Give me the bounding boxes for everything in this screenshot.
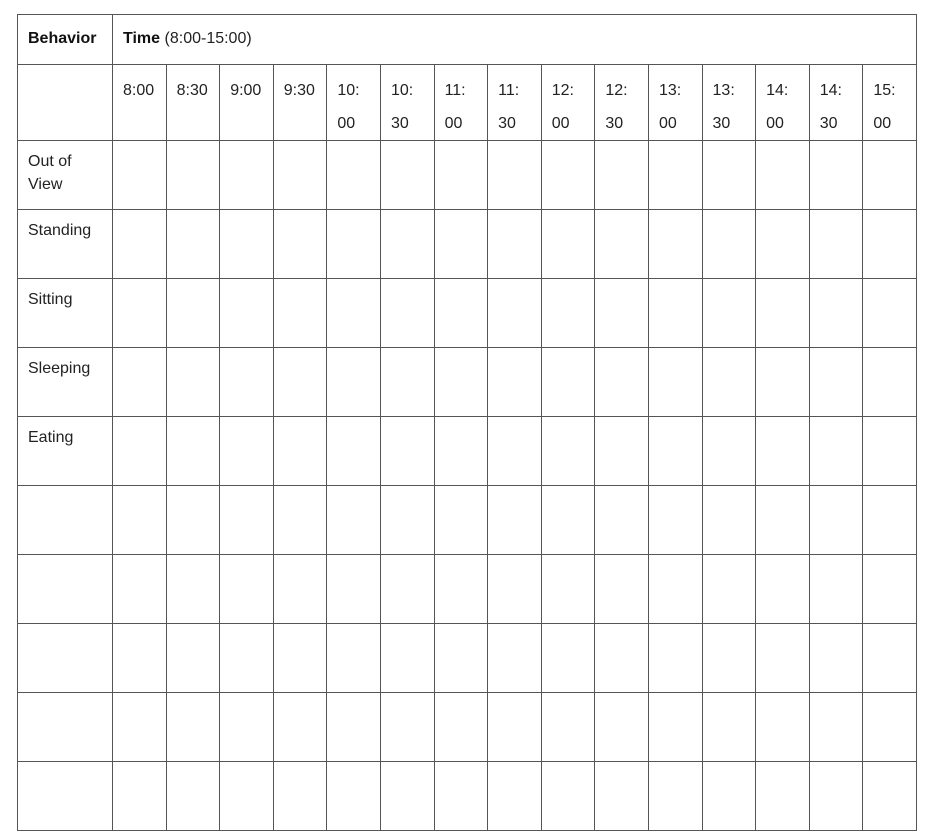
time-slot-cell <box>595 65 649 141</box>
observation-cell[interactable] <box>488 693 542 762</box>
observation-cell[interactable] <box>327 210 381 279</box>
observation-cell[interactable] <box>863 486 917 555</box>
observation-cell[interactable] <box>113 624 167 693</box>
observation-cell[interactable] <box>488 762 542 831</box>
observation-cell[interactable] <box>541 762 595 831</box>
observation-cell[interactable] <box>809 486 863 555</box>
observation-cell[interactable] <box>273 141 327 210</box>
time-slot-label: 30 <box>390 115 409 132</box>
time-slot-label: 00 <box>766 115 784 132</box>
observation-cell[interactable] <box>809 417 863 486</box>
observation-cell[interactable] <box>756 486 810 555</box>
header-row <box>18 15 917 65</box>
behavior-label: Standing <box>28 222 92 239</box>
observation-cell[interactable] <box>756 555 810 624</box>
observation-cell[interactable] <box>809 348 863 417</box>
behavior-label-cell <box>18 141 113 210</box>
time-slot-cell <box>809 65 863 141</box>
behavior-label-cell <box>18 486 113 555</box>
observation-cell[interactable] <box>220 762 274 831</box>
time-slot-label: 00 <box>658 115 677 132</box>
time-slot-label: 13: <box>658 82 682 99</box>
observation-cell[interactable] <box>702 210 756 279</box>
observation-cell[interactable] <box>166 693 220 762</box>
observation-cell[interactable] <box>273 279 327 348</box>
behavior-row <box>18 762 917 831</box>
time-slot-label: 00 <box>551 115 570 132</box>
observation-cell[interactable] <box>273 486 327 555</box>
time-slot-label: 8:30 <box>176 82 208 99</box>
observation-cell[interactable] <box>327 555 381 624</box>
observation-cell[interactable] <box>809 624 863 693</box>
observation-cell[interactable] <box>380 762 434 831</box>
time-slot-cell <box>380 65 434 141</box>
time-slot-cell <box>327 65 381 141</box>
observation-cell[interactable] <box>756 693 810 762</box>
time-header: Time <box>123 30 161 47</box>
observation-cell[interactable] <box>327 624 381 693</box>
time-slot-label: 30 <box>605 115 624 132</box>
observation-cell[interactable] <box>756 210 810 279</box>
observation-cell[interactable] <box>113 141 167 210</box>
behavior-label-cell <box>18 210 113 279</box>
behavior-header-cell <box>18 15 113 65</box>
behavior-label-cell <box>18 279 113 348</box>
time-corner-cell <box>18 65 113 141</box>
behavior-row <box>18 486 917 555</box>
observation-cell[interactable] <box>327 486 381 555</box>
behavior-row <box>18 417 917 486</box>
observation-cell[interactable] <box>166 555 220 624</box>
time-slot-cell <box>488 65 542 141</box>
time-slot-label: 8:00 <box>123 82 155 99</box>
observation-cell[interactable] <box>595 555 649 624</box>
time-range: (8:00-15:00) <box>164 30 252 47</box>
observation-cell[interactable] <box>166 210 220 279</box>
time-slot-label: 11: <box>444 82 466 99</box>
observation-cell[interactable] <box>327 417 381 486</box>
observation-cell[interactable] <box>541 624 595 693</box>
observation-cell[interactable] <box>434 762 488 831</box>
observation-cell[interactable] <box>220 486 274 555</box>
observation-cell[interactable] <box>166 141 220 210</box>
behavior-label: Out of <box>28 153 72 170</box>
observation-cell[interactable] <box>166 417 220 486</box>
observation-cell[interactable] <box>702 348 756 417</box>
time-slot-cell <box>434 65 488 141</box>
observation-cell[interactable] <box>702 279 756 348</box>
observation-cell[interactable] <box>113 417 167 486</box>
behavior-header: Behavior <box>28 30 97 47</box>
behavior-label-cell <box>18 762 113 831</box>
observation-cell[interactable] <box>166 486 220 555</box>
time-slot-label: 30 <box>498 115 516 132</box>
behavior-row <box>18 279 917 348</box>
time-slot-label: 30 <box>712 115 731 132</box>
observation-cell[interactable] <box>434 693 488 762</box>
observation-cell[interactable] <box>434 279 488 348</box>
observation-cell[interactable] <box>809 141 863 210</box>
observation-cell[interactable] <box>434 417 488 486</box>
behavior-label-cell <box>18 555 113 624</box>
observation-cell[interactable] <box>648 762 702 831</box>
observation-cell[interactable] <box>863 762 917 831</box>
observation-cell[interactable] <box>595 141 649 210</box>
observation-cell[interactable] <box>863 693 917 762</box>
observation-cell[interactable] <box>488 279 542 348</box>
observation-cell[interactable] <box>541 141 595 210</box>
observation-cell[interactable] <box>166 762 220 831</box>
observation-cell[interactable] <box>327 693 381 762</box>
observation-cell[interactable] <box>380 141 434 210</box>
observation-cell[interactable] <box>648 279 702 348</box>
observation-cell[interactable] <box>648 210 702 279</box>
behavior-row <box>18 555 917 624</box>
observation-cell[interactable] <box>541 417 595 486</box>
behavior-label-cell <box>18 624 113 693</box>
observation-cell[interactable] <box>327 141 381 210</box>
time-slot-label: 30 <box>819 115 838 132</box>
observation-cell[interactable] <box>434 141 488 210</box>
observation-cell[interactable] <box>434 348 488 417</box>
observation-cell[interactable] <box>273 417 327 486</box>
observation-cell[interactable] <box>488 624 542 693</box>
time-slot-label: 9:30 <box>283 82 315 99</box>
observation-cell[interactable] <box>863 555 917 624</box>
observation-cell[interactable] <box>327 762 381 831</box>
observation-cell[interactable] <box>380 279 434 348</box>
observation-cell[interactable] <box>220 210 274 279</box>
observation-cell[interactable] <box>702 693 756 762</box>
observation-cell[interactable] <box>648 486 702 555</box>
observation-cell[interactable] <box>756 141 810 210</box>
time-slot-label: 14: <box>766 82 789 99</box>
observation-cell[interactable] <box>648 555 702 624</box>
behavior-row <box>18 693 917 762</box>
observation-cell[interactable] <box>488 210 542 279</box>
observation-cell[interactable] <box>863 210 917 279</box>
observation-cell[interactable] <box>595 624 649 693</box>
observation-cell[interactable] <box>434 210 488 279</box>
observation-cell[interactable] <box>595 693 649 762</box>
observation-cell[interactable] <box>273 555 327 624</box>
observation-cell[interactable] <box>273 348 327 417</box>
behavior-label-cell <box>18 348 113 417</box>
time-slot-label: 10: <box>390 82 414 99</box>
observation-cell[interactable] <box>863 417 917 486</box>
behavior-label: View <box>28 176 63 193</box>
behavior-row <box>18 624 917 693</box>
observation-cell[interactable] <box>113 210 167 279</box>
observation-cell[interactable] <box>380 210 434 279</box>
observation-cell[interactable] <box>809 555 863 624</box>
observation-cell[interactable] <box>166 624 220 693</box>
observation-cell[interactable] <box>863 624 917 693</box>
observation-cell[interactable] <box>595 210 649 279</box>
observation-cell[interactable] <box>756 417 810 486</box>
observation-cell[interactable] <box>434 486 488 555</box>
time-slot-cell <box>113 65 167 141</box>
observation-cell[interactable] <box>648 693 702 762</box>
observation-cell[interactable] <box>380 693 434 762</box>
observation-cell[interactable] <box>756 348 810 417</box>
time-slot-label: 15: <box>873 82 896 99</box>
observation-cell[interactable] <box>595 417 649 486</box>
observation-cell[interactable] <box>541 693 595 762</box>
observation-cell[interactable] <box>488 417 542 486</box>
behavior-row <box>18 141 917 210</box>
behavior-label: Sitting <box>28 291 73 308</box>
time-slot-label: 00 <box>444 115 463 132</box>
observation-cell[interactable] <box>809 762 863 831</box>
time-slot-label: 12: <box>551 82 574 99</box>
behavior-label-cell <box>18 693 113 762</box>
observation-cell[interactable] <box>220 624 274 693</box>
time-slot-label: 12: <box>605 82 628 99</box>
behavior-time-table <box>17 14 917 831</box>
time-slot-label: 10: <box>337 82 360 99</box>
observation-cell[interactable] <box>863 279 917 348</box>
observation-cell[interactable] <box>702 555 756 624</box>
time-header-cell <box>113 15 917 65</box>
observation-cell[interactable] <box>113 279 167 348</box>
time-slot-label: 14: <box>819 82 842 99</box>
observation-cell[interactable] <box>113 693 167 762</box>
observation-cell[interactable] <box>541 348 595 417</box>
observation-cell[interactable] <box>541 555 595 624</box>
time-slot-cell <box>541 65 595 141</box>
observation-cell[interactable] <box>273 762 327 831</box>
observation-cell[interactable] <box>327 348 381 417</box>
observation-cell[interactable] <box>809 693 863 762</box>
observation-cell[interactable] <box>702 624 756 693</box>
observation-cell[interactable] <box>166 279 220 348</box>
observation-cell[interactable] <box>434 555 488 624</box>
observation-cell[interactable] <box>488 486 542 555</box>
observation-cell[interactable] <box>220 279 274 348</box>
time-slot-label: 11: <box>498 82 520 99</box>
observation-cell[interactable] <box>702 417 756 486</box>
time-slot-cell <box>166 65 220 141</box>
observation-cell[interactable] <box>220 417 274 486</box>
observation-cell[interactable] <box>113 555 167 624</box>
observation-cell[interactable] <box>541 486 595 555</box>
observation-cell[interactable] <box>273 210 327 279</box>
observation-cell[interactable] <box>863 348 917 417</box>
observation-cell[interactable] <box>273 693 327 762</box>
observation-cell[interactable] <box>863 141 917 210</box>
behavior-row <box>18 210 917 279</box>
observation-cell[interactable] <box>380 624 434 693</box>
observation-cell[interactable] <box>220 555 274 624</box>
observation-cell[interactable] <box>702 762 756 831</box>
observation-cell[interactable] <box>488 141 542 210</box>
observation-cell[interactable] <box>273 624 327 693</box>
observation-cell[interactable] <box>541 210 595 279</box>
observation-cell[interactable] <box>595 348 649 417</box>
observation-cell[interactable] <box>595 486 649 555</box>
observation-cell[interactable] <box>756 762 810 831</box>
time-slot-cell <box>863 65 917 141</box>
observation-cell[interactable] <box>702 141 756 210</box>
time-slot-cell <box>648 65 702 141</box>
observation-cell[interactable] <box>648 348 702 417</box>
observation-cell[interactable] <box>113 486 167 555</box>
time-slot-cell <box>273 65 327 141</box>
observation-cell[interactable] <box>541 279 595 348</box>
observation-cell[interactable] <box>220 348 274 417</box>
observation-cell[interactable] <box>220 693 274 762</box>
observation-cell[interactable] <box>648 141 702 210</box>
behavior-row <box>18 348 917 417</box>
observation-cell[interactable] <box>380 417 434 486</box>
observation-cell[interactable] <box>380 555 434 624</box>
time-slot-label: 9:00 <box>230 82 262 99</box>
observation-cell[interactable] <box>702 486 756 555</box>
observation-cell[interactable] <box>595 762 649 831</box>
time-slot-cell <box>220 65 274 141</box>
observation-cell[interactable] <box>380 486 434 555</box>
time-slot-label: 13: <box>712 82 735 99</box>
observation-cell[interactable] <box>488 348 542 417</box>
behavior-label: Sleeping <box>28 360 91 377</box>
observation-cell[interactable] <box>756 279 810 348</box>
observation-cell[interactable] <box>756 624 810 693</box>
observation-cell[interactable] <box>113 348 167 417</box>
observation-cell[interactable] <box>648 417 702 486</box>
observation-cell[interactable] <box>434 624 488 693</box>
time-slot-row <box>18 65 917 141</box>
observation-cell[interactable] <box>595 279 649 348</box>
observation-cell[interactable] <box>809 210 863 279</box>
observation-cell[interactable] <box>380 348 434 417</box>
observation-cell[interactable] <box>113 762 167 831</box>
behavior-label: Eating <box>28 429 74 446</box>
behavior-label-cell <box>18 417 113 486</box>
observation-cell[interactable] <box>327 279 381 348</box>
observation-cell[interactable] <box>166 348 220 417</box>
time-slot-label: 00 <box>337 115 356 132</box>
time-slot-label: 00 <box>873 115 892 132</box>
observation-cell[interactable] <box>648 624 702 693</box>
time-slot-cell <box>756 65 810 141</box>
observation-cell[interactable] <box>488 555 542 624</box>
time-slot-cell <box>702 65 756 141</box>
observation-cell[interactable] <box>220 141 274 210</box>
observation-cell[interactable] <box>809 279 863 348</box>
